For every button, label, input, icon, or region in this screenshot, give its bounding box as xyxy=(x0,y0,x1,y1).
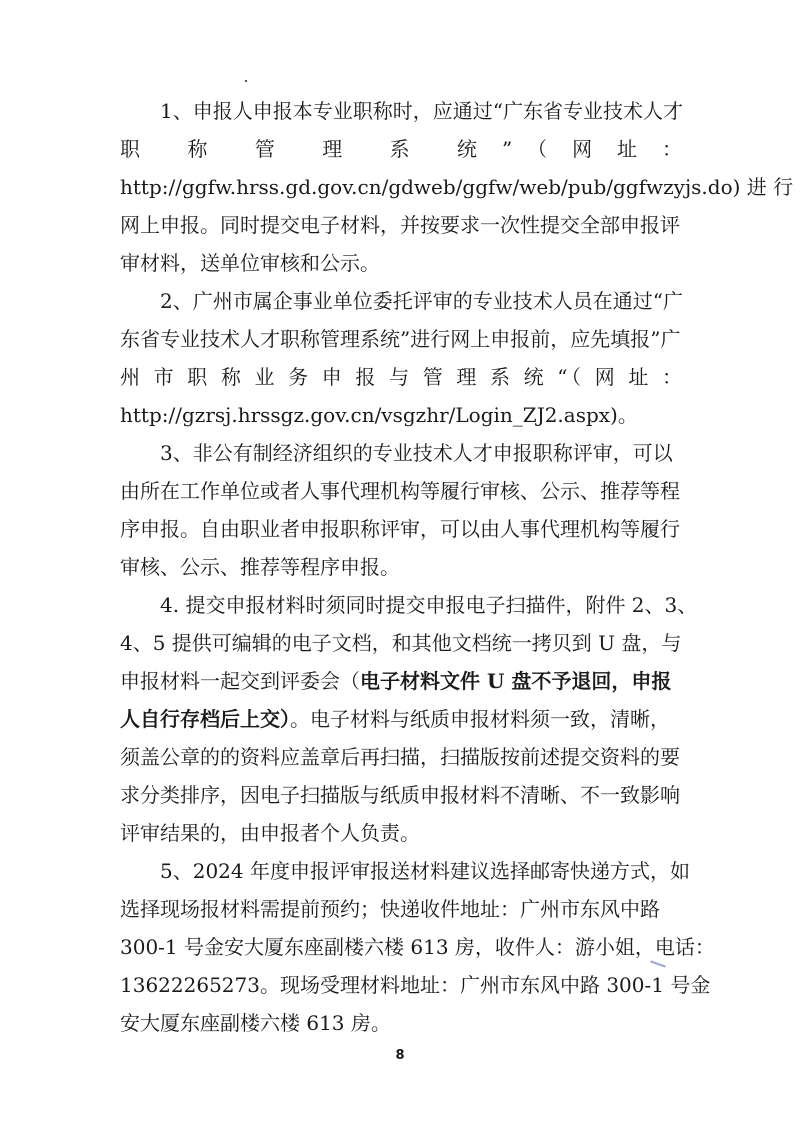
text-line: 州 市 职 称 业 务 申 报 与 管 理 系 统 “（ 网 址 ： xyxy=(120,365,682,389)
text-line: 2、广州市属企事业单位委托评审的专业技术人员在通过“广 xyxy=(160,289,683,313)
text-line: 1、申报人申报本专业职称时，应通过“广东省专业技术人才 xyxy=(160,99,683,123)
text-line: 求分类排序，因电子扫描版与纸质申报材料不清晰、不一致影响 xyxy=(120,783,680,807)
text-line: 4. 提交申报材料时须同时提交申报电子扫描件，附件 2、3、 xyxy=(160,593,698,617)
text-line: 东省专业技术人才职称管理系统”进行网上申报前，应先填报”广 xyxy=(120,327,681,351)
text-line: 网上申报。同时提交电子材料，并按要求一次性提交全部申报评 xyxy=(120,213,680,237)
text-line-emphasis xyxy=(120,704,682,734)
text-line: 审材料，送单位审核和公示。 xyxy=(120,251,380,275)
text-line: 3、非公有制经济组织的专业技术人才申报职称评审，可以 xyxy=(160,441,673,465)
text-line: 审核、公示、推荐等程序申报。 xyxy=(120,555,400,579)
text-line: 职 称 管 理 系 统 ” （ 网 址 ： xyxy=(120,137,682,161)
page-number: 8 xyxy=(395,1048,405,1063)
text-line-emphasis xyxy=(120,666,682,696)
text-line: 由所在工作单位或者人事代理机构等履行审核、公示、推荐等程 xyxy=(120,479,680,503)
text-line: 4、5 提供可编辑的电子文档，和其他文档统一拷贝到 U 盘，与 xyxy=(120,631,682,655)
text-line: 选择现场报材料需提前预约；快递收件地址：广州市东风中路 xyxy=(120,897,660,921)
plain-text: 申报材料一起交到评委会（ xyxy=(120,669,360,693)
url-line: http://gzrsj.hrssgz.gov.cn/vsgzhr/Login_ZJ2.aspx)。 xyxy=(120,403,638,427)
text-line: 13622265273。现场受理材料地址：广州市东风中路 300-1 号金 xyxy=(120,973,711,997)
text-line: 评审结果的，由申报者个人负责。 xyxy=(120,821,420,845)
url-line: http://ggfw.hrss.gd.gov.cn/gdweb/ggfw/web/pub/ggfwzyjs.do) 进 行 xyxy=(120,175,794,199)
plain-text: 。电子材料与纸质申报材料须一致，清晰， xyxy=(290,707,670,731)
text-line: 300-1 号金安大厦东座副楼六楼 613 房，收件人：游小姐，电话： xyxy=(120,935,715,959)
text-line: 安大厦东座副楼六楼 613 房。 xyxy=(120,1011,391,1035)
bold-text: 人自行存档后上交） xyxy=(120,707,290,731)
text-line: 序申报。自由职业者申报职称评审，可以由人事代理机构等履行 xyxy=(120,517,680,541)
text-line: 须盖公章的的资料应盖章后再扫描，扫描版按前述提交资料的要 xyxy=(120,745,680,769)
scan-speck xyxy=(245,80,247,82)
bold-text: 电子材料文件 U 盘不予退回，申报 xyxy=(360,669,672,693)
text-line: 5、2024 年度申报评审报送材料建议选择邮寄快递方式，如 xyxy=(160,859,690,883)
